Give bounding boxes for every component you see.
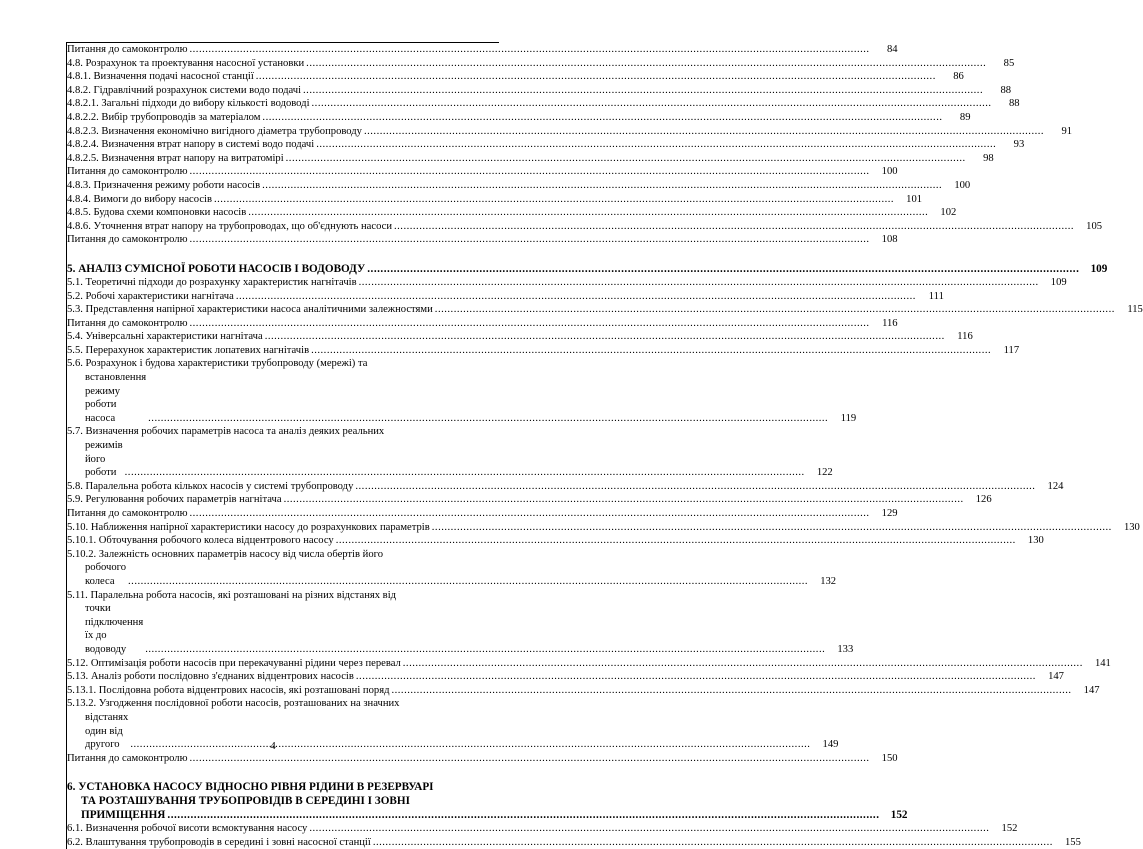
toc-entry: 6.1. Визначення робочої висоти всмоктування насосу ..... 152 xyxy=(67,822,499,836)
toc-entry: 5.10. Наближення напірної характеристики насосу до розрахункових параметрів ..... 130 xyxy=(67,521,499,535)
toc-entry: 4.8.2.2. Вибір трубопроводів за матеріалом ..... 89 xyxy=(67,111,499,125)
toc-entry: 5.3. Представлення напірної характеристики насоса аналітичними залежностями ..... 115 xyxy=(67,303,499,317)
toc-entry: 4.8.4. Вимоги до вибору насосів ..... 101 xyxy=(67,193,499,207)
toc-entry: 4.8. Розрахунок та проектування насосної установки ..... 85 xyxy=(67,57,499,71)
toc-entry: 4.8.5. Будова схеми компоновки насосів ..... 102 xyxy=(67,206,499,220)
toc-entry: 5.10.1. Обточування робочого колеса відцентрового насосу ..... 130 xyxy=(67,534,499,548)
toc-entry: 5.4. Універсальні характеристики нагнітача ..... 116 xyxy=(67,330,499,344)
toc-entry: Питання до самоконтролю ..... 108 xyxy=(67,233,499,247)
chapter-heading: 5. АНАЛІЗ СУМІСНОЇ РОБОТИ НАСОСІВ І ВОДОВОДУ ..... 109 xyxy=(67,262,499,276)
page-number: 4 xyxy=(270,740,276,752)
table-of-contents xyxy=(66,42,1143,849)
toc-entry: 4.8.2.1. Загальні підходи до вибору кількості водоводі ..... 88 xyxy=(67,97,499,111)
toc-entry: 5.8. Паралельна робота кількох насосів у системі трубопроводу ..... 124 xyxy=(67,480,499,494)
toc-entry: 5.6. Розрахунок і будова характеристики трубопроводу (мережі) та встановлення режиму роботи насоса ..... 119 xyxy=(67,357,499,425)
toc-entry: Питання до самоконтролю ..... 150 xyxy=(67,752,499,766)
toc-entry: 4.8.3. Призначення режиму роботи насосів ..... 100 xyxy=(67,179,499,193)
toc-entry: Питання до самоконтролю ..... 100 xyxy=(67,165,499,179)
toc-entry: 4.8.6. Уточнення втрат напору на трубопроводах, що об'єднують насоси ..... 105 xyxy=(67,220,499,234)
toc-entry: 4.8.2.3. Визначення економічно вигідного діаметра трубопроводу ..... 91 xyxy=(67,125,499,139)
toc-entry: Питання до самоконтролю ..... 129 xyxy=(67,507,499,521)
toc-entry: 4.8.1. Визначення подачі насосної станції ..... 86 xyxy=(67,70,499,84)
toc-entry: 4.8.2. Гідравлічний розрахунок системи водо подачі ..... 88 xyxy=(67,84,499,98)
toc-entry: 4.8.2.5. Визначення втрат напору на витратомірі ..... 98 xyxy=(67,152,499,166)
toc-entry: 5.5. Перерахунок характеристик лопатевих нагнітачів ..... 117 xyxy=(67,344,499,358)
toc-entry: 4.8.2.4. Визначення втрат напору в системі водо подачі ..... 93 xyxy=(67,138,499,152)
toc-entry: Питання до самоконтролю ..... 84 xyxy=(67,43,499,57)
chapter-heading: 6. УСТАНОВКА НАСОСУ ВІДНОСНО РІВНЯ РІДИНИ В РЕЗЕРВУАРІ ТА РОЗТАШУВАННЯ ТРУБОПРОВІДІВ В СЕРЕДИНІ І ЗОВНІ ПРИМІЩЕННЯ ..... 152 xyxy=(67,780,499,822)
toc-entry: 5.12. Оптимізація роботи насосів при перекачуванні рідини через перевал ..... 141 xyxy=(67,657,499,671)
toc-entry: 6.2. Влаштування трубопроводів в середині і зовні насосної станції ..... 155 xyxy=(67,836,499,849)
toc-entry: 5.10.2. Залежність основних параметрів насосу від числа обертів його робочого колеса ..... 132 xyxy=(67,548,499,589)
toc-entry: 5.7. Визначення робочих параметрів насоса та аналіз деяких реальних режимів його роботи ..... 122 xyxy=(67,425,499,479)
toc-entry: 5.2. Робочі характеристики нагнітача ..... 111 xyxy=(67,290,499,304)
toc-entry: 5.11. Паралельна робота насосів, які розташовані на різних відстанях від точки підключення їх до водоводу ..... 133 xyxy=(67,589,499,657)
toc-entry: 5.13. Аналіз роботи послідовно з'єднаних відцентрових насосів ..... 147 xyxy=(67,670,499,684)
toc-entry: 5.1. Теоретичні підходи до розрахунку характеристик нагнітачів ..... 109 xyxy=(67,276,499,290)
toc-entry: Питання до самоконтролю ..... 116 xyxy=(67,317,499,331)
toc-entry: 5.9. Регулювання робочих параметрів нагнітача ..... 126 xyxy=(67,493,499,507)
toc-entry: 5.13.2. Узгодження послідовної роботи насосів, розташованих на значних відстанях один від другого ..... 149 xyxy=(67,697,499,751)
toc-entry: 5.13.1. Послідовна робота відцентрових насосів, які розташовані поряд ..... 147 xyxy=(67,684,499,698)
